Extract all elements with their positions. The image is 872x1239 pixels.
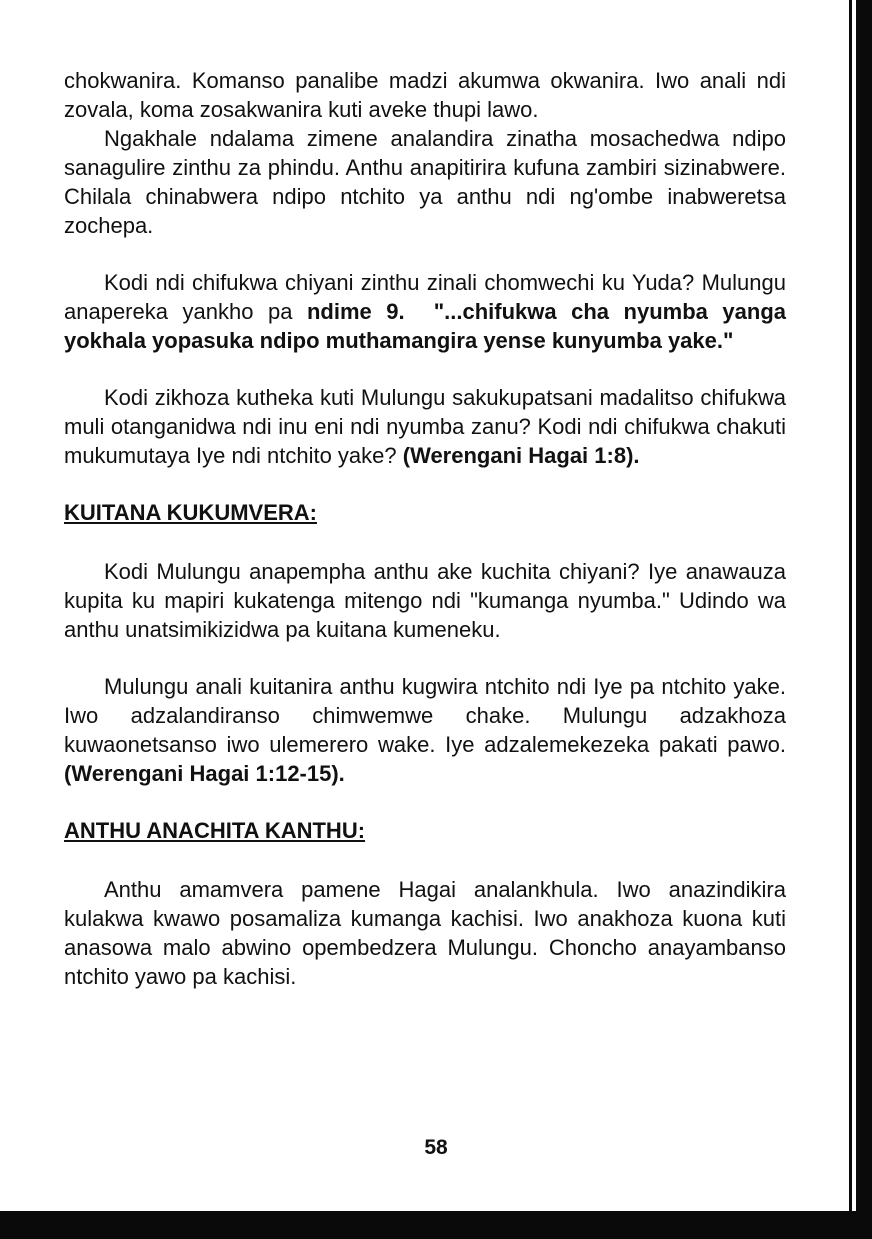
paragraph-kodi-mulungu: Kodi Mulungu anapempha anthu ake kuchita chiyani? Iye anawauza kupita ku mapiri kukatenga mitengo ndi "kumanga nyumba." Udindo wa anthu unatsimikizidwa pa kuitana kumeneku. [64, 559, 786, 642]
paragraph-text: Kodi zikhoza kutheka kuti Mulungu sakukupatsani madalitso chifukwa muli otanganidwa ndi inu eni ndi nyumba zanu? Kodi ndi chifukwa chakuti mukumutaya Iye ndi ntchito yake? [64, 385, 786, 468]
scan-edge-bottom [0, 1211, 872, 1239]
page-number: 58 [424, 1136, 448, 1159]
page-content [64, 66, 786, 991]
verse-reference: (Werengani Hagai 1:12-15). [64, 761, 345, 786]
verse-reference: (Werengani Hagai 1:8). [402, 443, 640, 468]
scripture-quote: "...chifukwa cha nyumba yanga yokhala yopasuka ndipo muthamangira yense kunyumba yake." [64, 299, 787, 353]
paragraph-ngakhale: Ngakhale ndalama zimene analandira zinatha mosachedwa ndipo sanagulire zinthu za phindu. Anthu anapitirira kufuna zambiri sizinabwere. Chilala chinabwera ndipo ntchito ya anthu ndi ng'ombe inabweretsa zochepa. [64, 126, 786, 238]
paragraph-kodi-madalitso [64, 383, 786, 470]
paragraph-text: Kodi ndi chifukwa chiyani zinthu zinali chomwechi ku Yuda? Mulungu anapereka yankho pa [64, 270, 786, 324]
verse-reference: ndime 9. [306, 299, 405, 324]
scan-edge-line [849, 0, 852, 1239]
scan-edge-right [856, 0, 872, 1239]
paragraph-text: Mulungu anali kuitanira anthu kugwira ntchito ndi Iye pa ntchito yake. Iwo adzalandiranso chimwemwe chake. Mulungu adzakhoza kuwaonetsanso iwo ulemerero wake. Iye adzalemekezeka pakati pawo. [64, 674, 786, 757]
paragraph-anthu-amamvera: Anthu amamvera pamene Hagai analankhula. Iwo anazindikira kulakwa kwawo posamaliza kumanga kachisi. Iwo anakhoza kuona kuti anasowa malo abwino opembedzera Mulungu. Choncho anayambanso ntchito yawo pa kachisi. [64, 877, 786, 989]
paragraph-kodi-yuda [64, 268, 786, 355]
paragraph-continued: chokwanira. Komanso panalibe madzi akumwa okwanira. Iwo anali ndi zovala, koma zosakwanira kuti aveke thupi lawo. [64, 68, 786, 122]
section-heading-anthu: ANTHU ANACHITA KANTHU: [64, 818, 366, 843]
paragraph-mulungu-anali [64, 672, 786, 788]
section-heading-kuitana: KUITANA KUKUMVERA: [64, 500, 317, 525]
